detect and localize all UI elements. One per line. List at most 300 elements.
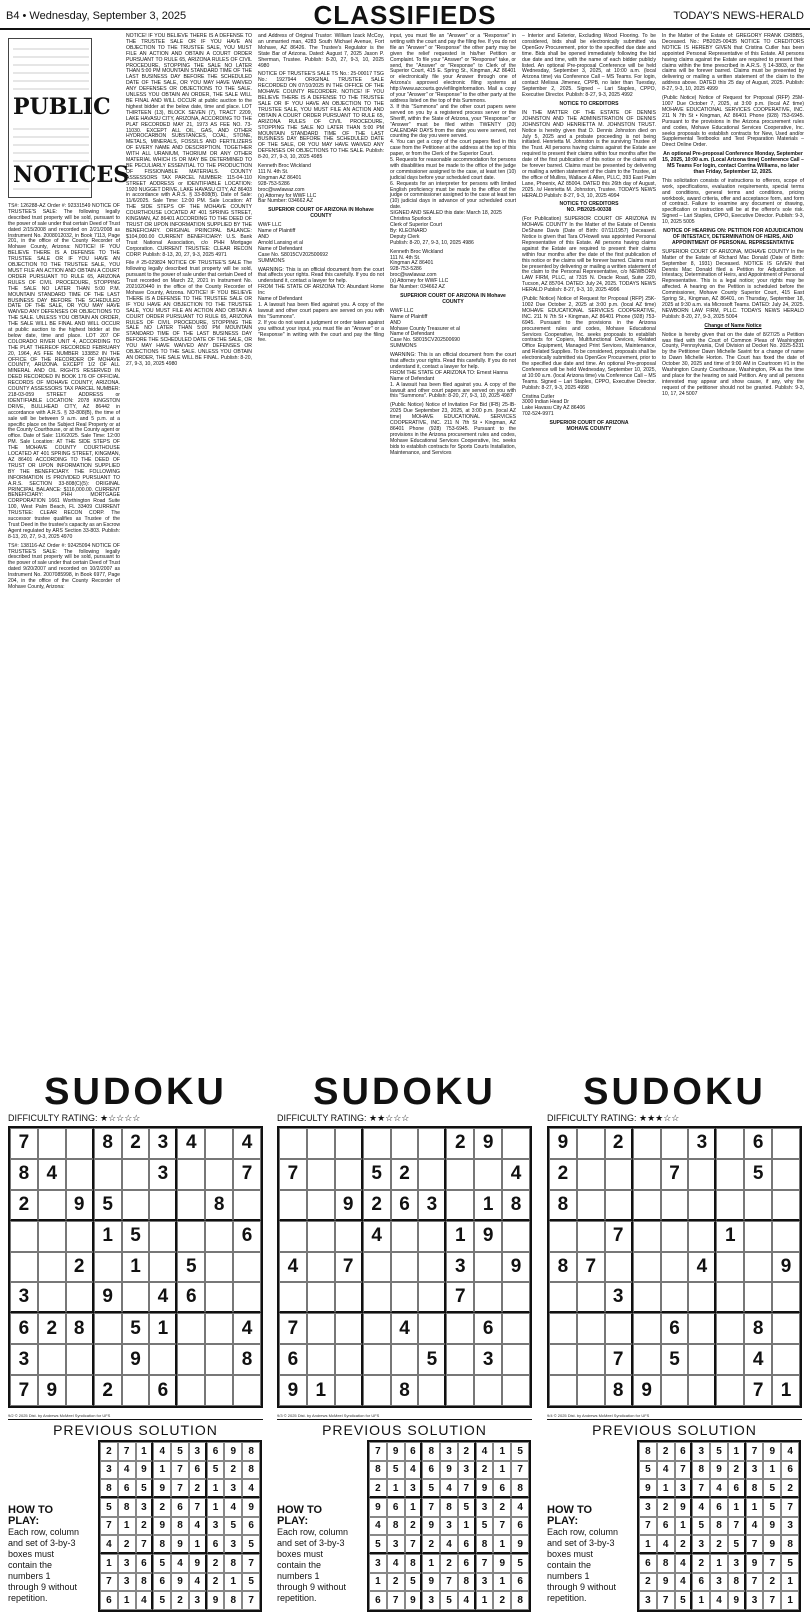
sudoku-cell [38, 1190, 66, 1221]
solution-cell: 7 [763, 1591, 781, 1610]
sudoku-cell [577, 1375, 605, 1406]
sudoku-cell [38, 1128, 66, 1159]
sudoku-cell: 7 [279, 1313, 307, 1344]
sudoku-cell: 8 [233, 1344, 261, 1375]
sudoku-cell: 8 [549, 1190, 577, 1221]
solution-cell: 9 [763, 1442, 781, 1461]
solution-cell: 7 [458, 1479, 476, 1498]
sudoku-cell [38, 1252, 66, 1283]
sudoku-cell [446, 1344, 474, 1375]
sudoku-grid [547, 1126, 802, 1408]
solution-cell: 6 [639, 1554, 657, 1573]
solution-cell: 2 [639, 1573, 657, 1592]
solution-grid [637, 1440, 801, 1612]
sudoku-cell: 2 [66, 1252, 94, 1283]
solution-cell: 9 [746, 1554, 764, 1573]
sudoku-cell [335, 1344, 363, 1375]
sudoku-cell [10, 1221, 38, 1252]
sudoku-cell: 1 [149, 1313, 177, 1344]
solution-cell: 1 [493, 1442, 511, 1461]
solution-cell: 3 [639, 1591, 657, 1610]
sudoku-cell [661, 1252, 689, 1283]
sudoku-cell: 4 [149, 1282, 177, 1313]
solution-cell: 7 [405, 1535, 423, 1554]
sudoku-cell [661, 1221, 689, 1252]
sudoku-cell: 1 [772, 1375, 800, 1406]
sudoku-cell: 6 [474, 1313, 502, 1344]
sudoku-cell: 5 [744, 1159, 772, 1190]
logo-public-word: PUBLIC [13, 94, 111, 120]
solution-cell: 6 [781, 1461, 799, 1480]
sudoku-cell [633, 1128, 661, 1159]
sudoku-cell [502, 1344, 530, 1375]
logo-notices-word: NOTICES [13, 162, 130, 188]
sudoku-cell: 1 [94, 1221, 122, 1252]
sudoku-cell: 6 [177, 1282, 205, 1313]
solution-cell: 6 [692, 1573, 710, 1592]
solution-cell: 5 [242, 1573, 260, 1592]
copyright: © 2025 Dist. by Andrews McMeel Syndication for UFS [283, 1413, 380, 1418]
sudoku-cell [446, 1159, 474, 1190]
solution-cell: 1 [746, 1498, 764, 1517]
solution-cell: 3 [100, 1461, 118, 1480]
sudoku-cell: 2 [363, 1190, 391, 1221]
solution-cell: 8 [369, 1461, 387, 1480]
sudoku-cell [688, 1375, 716, 1406]
sudoku-cell [307, 1221, 335, 1252]
solution-cell: 4 [189, 1517, 207, 1536]
solution-cell: 4 [224, 1498, 242, 1517]
sudoku-cell [688, 1221, 716, 1252]
solution-cell: 3 [207, 1517, 225, 1536]
sudoku-cell [716, 1190, 744, 1221]
sudoku-cell [549, 1375, 577, 1406]
sudoku-cell [205, 1221, 233, 1252]
how-to-play-body: Each row, column and set of 3-by-3 boxes must contain the numbers 1 through 9 without repetition. [277, 1527, 349, 1603]
sudoku-cell [94, 1313, 122, 1344]
sudoku-cell: 2 [446, 1128, 474, 1159]
solution-cell: 7 [763, 1554, 781, 1573]
sudoku-cell: 9 [502, 1252, 530, 1283]
legal-column-1 [8, 204, 120, 1064]
sudoku-cell [177, 1344, 205, 1375]
sudoku-cell: 8 [744, 1313, 772, 1344]
copyright-line [277, 1413, 532, 1418]
sudoku-cell: 8 [205, 1190, 233, 1221]
how-to-play [277, 1505, 349, 1604]
sudoku-cell [149, 1252, 177, 1283]
solution-cell: 5 [224, 1517, 242, 1536]
sudoku-cell [279, 1190, 307, 1221]
sudoku-cell: 2 [38, 1313, 66, 1344]
sudoku-cell [177, 1159, 205, 1190]
sudoku-cell [363, 1252, 391, 1283]
attorney-block: Kenneth Broc Wickland 111 N. 4th St. Kingman AZ 86401 928-753-5286 broc@wwlawaz.com (s) Attorney for WWF LLC Bar Number: 034662 AZ [258, 163, 317, 205]
solution-cell: 3 [224, 1535, 242, 1554]
how-to-play-title: HOW TO PLAY: [277, 1504, 323, 1527]
trustee-sale-notice: File # 25-029824 NOTICE OF TRUSTEE'S SALE The following legally described trust property will be sold, pursuant to the power of sale under that certain Deed of Trust recorded on March 22, 2021 in Instrument No. 2021020440 in the office of the County Recorder of Mohave County, Arizona. NOTICE! IF YOU BELIEVE THERE IS A DEFENSE TO THE TRUSTEE SALE OR IF YOU HAVE AN OBJECTION TO THE TRUSTEE SALE, YOU MUST FILE AN ACTION AND OBTAIN A COURT ORDER PURSUANT TO RULE 65, ARIZONA RULES OF CIVIL PROCEDURE, STOPPING THE SALE NO LATER THAN 5:00 PM MOUNTAIN STANDARD TIME OF THE LAST BUSINESS DAY BEFORE THE SCHEDULED DATE OF THE SALE, OR YOU MAY HAVE WAIVED ANY DEFENSES OR OBJECTIONS TO THE SALE. UNLESS YOU OBTAIN AN ORDER, THE SALE WILL BE FINAL. Publish: 8-20, 27, 9-3, 10, 2025 4980 [126, 260, 253, 367]
solution-cell: 4 [657, 1461, 675, 1480]
difficulty-rating: DIFFICULTY RATING: ★☆☆☆☆ [8, 1113, 141, 1123]
sudoku-cell [577, 1282, 605, 1313]
solution-cell: 1 [728, 1442, 746, 1461]
solution-cell: 7 [171, 1479, 189, 1498]
sudoku-cell [716, 1344, 744, 1375]
solution-cell: 2 [781, 1479, 799, 1498]
sudoku-cell [688, 1190, 716, 1221]
sudoku-cell [122, 1190, 150, 1221]
sudoku-cell [233, 1282, 261, 1313]
solution-cell: 5 [511, 1442, 529, 1461]
solution-cell: 9 [207, 1591, 225, 1610]
solution-cell: 4 [405, 1461, 423, 1480]
sudoku-cell [122, 1375, 150, 1406]
sudoku-cell: 7 [10, 1375, 38, 1406]
solution-cell: 7 [242, 1591, 260, 1610]
sudoku-cell [307, 1128, 335, 1159]
how-to-play-title: HOW TO PLAY: [8, 1504, 54, 1527]
solution-cell: 6 [171, 1498, 189, 1517]
solution-cell: 7 [511, 1461, 529, 1480]
solution-cell: 3 [476, 1573, 494, 1592]
copyright: © 2025 Dist. by Andrews McMeel Syndication for UFS [14, 1413, 111, 1418]
case-caption: WWF LLC Name of Plaintiff AND Arnold Lansing et al Name of Defendant Case No. S8015CV202500692 SUMMONS [258, 222, 328, 264]
solution-cell: 2 [493, 1591, 511, 1610]
previous-solution-title: PREVIOUS SOLUTION [547, 1419, 802, 1438]
solution-cell: 3 [675, 1479, 693, 1498]
solution-cell: 6 [387, 1498, 405, 1517]
sudoku-cell [549, 1344, 577, 1375]
sudoku-cell: 4 [363, 1221, 391, 1252]
solution-cell: 4 [387, 1554, 405, 1573]
sudoku-cell [391, 1344, 419, 1375]
solution-cell: 2 [405, 1517, 423, 1536]
sudoku-cell [772, 1344, 800, 1375]
sudoku-cell: 7 [279, 1159, 307, 1190]
sudoku-cell [94, 1159, 122, 1190]
trustee-sale-notice: TS#: 138116-AZ Order #: 92425094 NOTICE OF TRUSTEE'S SALE: The following legally described trust property will be sold, pursuant to the power of sale under that certain Deed of Trust dated 9/20/2007 and recorded on 10/2/2007 as Instrument No. 2007085998, in Book 6977, Page 204, in the office of the County Recorder of Mohave County, Arizona: [8, 542, 120, 590]
sudoku-cell: 1 [446, 1221, 474, 1252]
solution-cell: 5 [639, 1461, 657, 1480]
solution-cell: 8 [458, 1573, 476, 1592]
solution-cell: 2 [657, 1442, 675, 1461]
solution-cell: 5 [100, 1498, 118, 1517]
solution-cell: 7 [746, 1573, 764, 1592]
sudoku-cell [391, 1252, 419, 1283]
sudoku-cell [66, 1128, 94, 1159]
solution-cell: 6 [153, 1573, 171, 1592]
solution-cell: 3 [118, 1573, 136, 1592]
sudoku-cell [772, 1190, 800, 1221]
page-number-date: B4 • Wednesday, September 3, 2025 [6, 10, 187, 22]
sudoku-cell [744, 1221, 772, 1252]
solution-cell: 3 [692, 1535, 710, 1554]
sudoku-cell: 9 [772, 1252, 800, 1283]
solution-cell: 4 [440, 1479, 458, 1498]
solution-cell: 9 [728, 1591, 746, 1610]
solution-cell: 6 [100, 1591, 118, 1610]
sudoku-cell [605, 1190, 633, 1221]
sudoku-cell: 3 [10, 1282, 38, 1313]
sudoku-cell [205, 1375, 233, 1406]
solution-cell: 7 [746, 1442, 764, 1461]
solution-cell: 1 [781, 1573, 799, 1592]
solution-cell: 5 [153, 1591, 171, 1610]
sudoku-cell [66, 1344, 94, 1375]
sudoku-cell: 5 [661, 1344, 689, 1375]
solution-cell: 1 [728, 1498, 746, 1517]
solution-cell: 2 [657, 1498, 675, 1517]
solution-cell: 4 [511, 1498, 529, 1517]
sudoku-cell [205, 1159, 233, 1190]
solution-cell: 3 [692, 1442, 710, 1461]
sudoku-cell: 9 [549, 1128, 577, 1159]
solution-cell: 1 [422, 1554, 440, 1573]
case-caption: WWF LLC Name of Plaintiff AND Mohave County Treasurer et al Name of Defendant Case No. S8015CV202500690 SUMMONS [390, 307, 460, 350]
solution-cell: 4 [440, 1535, 458, 1554]
notice-heading: NOTICE TO CREDITORS [559, 100, 619, 107]
how-to-play-title: HOW TO PLAY: [547, 1504, 593, 1527]
solution-cell: 3 [710, 1573, 728, 1592]
solution-cell: 3 [746, 1461, 764, 1480]
solution-cell: 7 [136, 1535, 154, 1554]
sudoku-cell [772, 1128, 800, 1159]
legal-column-3 [258, 34, 384, 1064]
solution-cell: 8 [422, 1442, 440, 1461]
solution-cell: 5 [405, 1573, 423, 1592]
sudoku-cell [716, 1252, 744, 1283]
sudoku-cell: 3 [10, 1344, 38, 1375]
sudoku-cell: 8 [94, 1128, 122, 1159]
solution-cell: 5 [136, 1479, 154, 1498]
legal-column-4 [390, 34, 516, 1064]
solution-cell: 9 [153, 1517, 171, 1536]
sudoku-cell [418, 1221, 446, 1252]
solution-cell: 9 [189, 1554, 207, 1573]
solution-cell: 5 [476, 1517, 494, 1536]
name-change-notice: Notice is hereby given that on the date of 8/27/25 a Petition was filed with the Court of Common Pleas of Washington County, Pennsylvania, Civil Division at Docket No. 2025-5231 by the Petitioner Dawn Michelle Savint for a change of name to Dawn Michelle Horton. The Court has fixed the date of October 30, 2025 and time of 9:00 AM in Courtroom #1 in the Washington County Courthouse, Washington, PA as the time and place for the hearing on said Petition. Any and all persons interested may appear and show cause, if any, why the request of the petitioner should not be granted. Publish: 9-3, 10, 17, 24 5007 [662, 331, 804, 397]
solution-cell: 2 [422, 1535, 440, 1554]
rfp-notice: (Public Notice) Notice of Request for Proposal (RFP) 25M-1007 Due October 7, 2025, at 3:00 p.m. (local AZ time) MOHAVE EDUCATIONAL SERVICES COOPERATIVE, INC. 211 N 7th St • Kingman, AZ 86401 Phone (928) 753-6945. Pursuant to the provisions in the Arizona procurement rules and codes, Mohave Educational Services Cooperative, Inc. seeks proposals to establish contracts for New, Used and/or Supplemental Textbooks and Test Preparation Materials – Direct Online Order. [662, 95, 804, 149]
sudoku-cell [716, 1375, 744, 1406]
solution-cell: 3 [369, 1554, 387, 1573]
court-heading: SUPERIOR COURT OF ARIZONA MOHAVE COUNTY [549, 420, 629, 433]
solution-cell: 2 [387, 1573, 405, 1592]
sudoku-cell [577, 1128, 605, 1159]
sudoku-cell [716, 1313, 744, 1344]
trustee-sale-notice: NOTICE! IF YOU BELIEVE THERE IS A DEFENSE TO THE TRUSTEE SALE OR IF YOU HAVE AN OBJECTION TO THE TRUSTEE SALE, YOU MUST FILE AN ACTION AND OBTAIN A COURT ORDER PURSUANT TO RULE 65, ARIZONA RULES OF CIVIL PROCEDURE, STOPPING THE SALE NO LATER THAN 5:00 PM MOUNTAIN STANDARD TIME OF THE LAST BUSINESS DAY BEFORE THE SCHEDULED DATE OF THE SALE, OR YOU MAY HAVE WAIVED ANY DEFENSES OR OBJECTIONS TO THE SALE. UNLESS YOU OBTAIN AN ORDER, THE SALE WILL BE FINAL AND WILL OCCUR at public auction to the highest bidder at the below date, time and place. LOT THIRTEEN (13), BLOCK SEVEN (7), TRACT 2209, LAKE HAVASU CITY, ARIZONA, ACCORDING TO THE PLAT RECORDED MAY 21, 1973 AS FEE NO. 73-11030. EXCEPT ALL OIL, GAS, AND OTHER HYDROCARBON SUBSTANCES, COAL, STONE, METALS, MINERALS, FOSSILS AND FERTILIZERS OF EVERY NAME AND DESCRIPTION. TOGETHER WITH ALL URANIUM, THORIUM OR ANY OTHER MATERIAL WHICH IS OR MAY BE DETERMINED TO BE PECULIARLY ESSENTIAL TO THE PRODUCTION OF FISSIONABLE MATERIALS. COUNTY ASSESSORS TAX PARCEL NUMBER: 115-04-110 STREET ADDRESS or IDENTIFIABLE LOCATION: 1920 NUGGET DRIVE, LAKE HAVASU CITY, AZ 86403 in accordance with A.R.S. § 33-808(B). Date of Sale: 11/6/2025. Sale Time: 12:00 PM. Sale Location: AT THE SIDE STEPS OF THE MOHAVE COUNTY COURTHOUSE LOCATED AT 401 SPRING STREET, KINGMAN, AZ 86401 ACCORDING TO THE DEED OF TRUST OR UPON INFORMATION SUPPLIED BY THE BENEFICIARY. ORIGINAL PRINCIPAL BALANCE: $104,000.00 CURRENT BENEFICIARY: U.S. Bank Trust National Association, c/o PHH Mortgage Corporation. CURRENT TRUSTEE: CLEAR RECON CORP. Publish: 8-13, 20, 27, 9-3, 2025 4971 [126, 33, 252, 258]
solution-cell: 4 [710, 1479, 728, 1498]
sudoku-cell [446, 1375, 474, 1406]
solution-cell: 3 [224, 1479, 242, 1498]
sudoku-cell: 9 [633, 1375, 661, 1406]
solution-cell: 1 [118, 1591, 136, 1610]
solution-cell: 1 [153, 1461, 171, 1480]
creditors-notice: (For Publication) SUPERIOR COURT OF ARIZONA IN MOHAVE COUNTY In the Matter of the Estate of Dennis DeShane Davis (Date of Birth: 07/11/1957) Deceased. Notice is given that Tara O'Howell was appointed Personal Representative of this Estate. All persons having claims against the Estate are required to present their claims within four months after the date of the first publication of this notice or the claims will be forever barred. Claims must be presented by delivering or mailing a written statement of the claim to the Personal Representative, c/o NEWBORN LAW FIRM, PLLC, at 7315 N. Oracle Road, Suite 220, Tucson, AZ 85704. DATED: July 24, 2025. TODAYS NEWS HERALD Publish: 8-27, 9-3, 10, 2025 4996 [522, 216, 656, 294]
sudoku-cell: 6 [391, 1190, 419, 1221]
sudoku-cell [577, 1221, 605, 1252]
sudoku-cell [474, 1282, 502, 1313]
sudoku-cell: 4 [688, 1252, 716, 1283]
solution-cell: 4 [100, 1535, 118, 1554]
sudoku-cell: 6 [233, 1221, 261, 1252]
solution-cell: 4 [657, 1535, 675, 1554]
how-to-play-body: Each row, column and set of 3-by-3 boxes must contain the numbers 1 through 9 without repetition. [547, 1527, 619, 1603]
sudoku-cell [502, 1221, 530, 1252]
solution-cell: 4 [746, 1517, 764, 1536]
solution-cell: 3 [189, 1442, 207, 1461]
sudoku-cell [633, 1190, 661, 1221]
solution-cell: 6 [242, 1517, 260, 1536]
solution-cell: 4 [136, 1591, 154, 1610]
solution-cell: 5 [458, 1498, 476, 1517]
trustee-sale-notice: and Address of Original Trustor: William Izack McCoy, an unmarried man, 4283 South Michael Avenue, Fort Mohave, AZ 86426. The Trustee's Regulator is the State Bar of Arizona. Dated: August 7, 2025 Jason P. Sherman, Trustee. Publish: 8-20, 27, 9-3, 10, 2025 4980 [258, 33, 384, 69]
sudoku-cell: 8 [502, 1190, 530, 1221]
solution-cell: 4 [369, 1517, 387, 1536]
sudoku-cell [363, 1375, 391, 1406]
solution-cell: 8 [242, 1442, 260, 1461]
solution-cell: 1 [136, 1442, 154, 1461]
sudoku-cell [716, 1128, 744, 1159]
sudoku-cell: 9 [38, 1375, 66, 1406]
creditors-notice: IN THE MATTER OF THE ESTATE OF DENNIS JOHNSTON AND THE ADMINISTRATION OF DENNIS JOHNSTON AND HENRIETTA M. JOHNSTON TRUST. Notice is hereby given that D. Dennis Johnston died on July 5, 2025 and a probate proceeding is not being initiated. Henrietta M. Johnston is the surviving Trustee of the Trust. All persons having claims against the Estate are required to present their claims within four months after the date of the first publication of this notice or the claims will be forever barred. Claims must be presented by delivering or mailing a written statement of the claim to the Trustee, at the office of Mullins, Wallace & Allen, PLLC, 393 East Palm Lane, Phoenix, AZ 85004. DATED this 26th day of August, 2025. /s/ Henrietta M. Johnston, Trustee. TODAYS NEWS HERALD Publish: 8-27, 9-3, 10, 2025 4994 [522, 109, 656, 199]
previous-solution-title: PREVIOUS SOLUTION [8, 1419, 263, 1438]
sudoku-cell [418, 1128, 446, 1159]
solution-cell: 1 [657, 1479, 675, 1498]
solution-cell: 4 [675, 1573, 693, 1592]
solution-cell: 3 [476, 1498, 494, 1517]
sudoku-cell [335, 1221, 363, 1252]
sudoku-cell: 6 [744, 1128, 772, 1159]
solution-cell: 6 [493, 1479, 511, 1498]
sudoku-cell: 4 [38, 1159, 66, 1190]
solution-cell: 1 [493, 1535, 511, 1554]
solution-cell: 9 [242, 1498, 260, 1517]
sudoku-grid [8, 1126, 263, 1408]
sudoku-cell: 4 [391, 1313, 419, 1344]
trustee-sale-notice: TS#: 126288-AZ Order #: 92331549 NOTICE OF TRUSTEE'S SALE: The following legally described trust property will be sold, pursuant to the power of sale under that certain Deed of Trust dated 2/15/2008 and recorded on 2/21/2008 as Instrument No. 2008012032, in Book 7113, Page 201, in the office of the County Recorder of Mohave County, Arizona: NOTICE! IF YOU BELIEVE THERE IS A DEFENSE TO THE TRUSTEE SALE OR IF YOU HAVE AN OBJECTION TO THE TRUSTEE SALE, YOU MUST FILE AN ACTION AND OBTAIN A COURT ORDER PURSUANT TO RULE 65, ARIZONA RULES OF CIVIL PROCEDURE, STOPPING THE SALE NO LATER THAN 5:00 P.M. MOUNTAIN STANDARD TIME OF THE LAST BUSINESS DAY BEFORE THE SCHEDULED DATE OF THE SALE, OR YOU MAY HAVE WAIVED ANY DEFENSES OR OBJECTIONS TO THE SALE. UNLESS YOU OBTAIN AN ORDER, THE SALE WILL BE FINAL AND WILL OCCUR at public auction to the highest bidder at the below date, time and place. LOT 207 OF COLORADO RIVER UNIT 4, ACCORDING TO THE PLAT THEREOF RECORDED FEBRUARY 20, 1964, AS FEE NUMBER 133852 IN THE OFFICE OF THE RECORDER OF MOHAVE COUNTY, ARIZONA. EXCEPT 1/2 OF ALL MINERAL AND OIL RIGHTS RESERVED IN DEED RECORDED IN BOOK 176 OF OFFICIAL RECORDS OF MOHAVE COUNTY, ARIZONA. COUNTY ASSESSORS TAX PARCEL NUMBER: 218-03-059 STREET ADDRESS or IDENTIFIABLE LOCATION: 2078 KINGSTON DRIVE, BULLHEAD CITY, AZ 86442 in accordance with A.R.S. § 33-808(B), the time of sale will be between 9 a.m. and 5 p.m. at a specific place on the Subject Real Property or at the County Courthouse, or at the County agent or office. Date of Sale: 11/6/2025. Sale Time: 12:00 PM. Sale Location: AT THE SIDE STEPS OF THE MOHAVE COUNTY COURTHOUSE LOCATED AT 401 SPRING STREET, KINGMAN, AZ 86401 ACCORDING TO THE DEED OF TRUST OR UPON INFORMATION SUPPLIED BY THE BENEFICIARY. THE FOLLOWING INFORMATION IS PROVIDED PURSUANT TO A.R.S. SECTION 33-808(C)(5): ORIGINAL PRINCIPAL BALANCE: $116,000.00. CURRENT BENEFICIARY: PHH MORTGAGE CORPORATION 1661 Worthington Road Suite 100, West Palm Beach, FL 33409 CURRENT TRUSTEE: CLEAR RECON CORP. The successor trustee qualifies as Trustee of the Trust Deed in the trustee's capacity as an Escrow Agent regulated by ARS Section 33-803. Publish: 8-13, 20, 27, 9-3, 2025 4970 [8, 203, 120, 540]
solution-cell: 2 [171, 1591, 189, 1610]
sudoku-cell [205, 1128, 233, 1159]
solution-cell: 7 [657, 1591, 675, 1610]
solution-cell: 2 [136, 1517, 154, 1536]
solution-cell: 7 [746, 1535, 764, 1554]
sudoku-cell [363, 1344, 391, 1375]
solution-cell: 2 [675, 1535, 693, 1554]
solution-cell: 1 [207, 1498, 225, 1517]
solution-cell: 2 [710, 1535, 728, 1554]
sudoku-cell [66, 1221, 94, 1252]
sudoku-title: SUDOKU [583, 1071, 766, 1113]
solution-cell: 7 [639, 1517, 657, 1536]
section-title: CLASSIFIEDS [313, 0, 497, 30]
sudoku-cell [307, 1159, 335, 1190]
puzzle-date: 9/2 [8, 1413, 14, 1418]
sudoku-cell [549, 1313, 577, 1344]
solution-cell: 7 [781, 1498, 799, 1517]
solution-cell: 7 [100, 1573, 118, 1592]
how-to-play-body: Each row, column and set of 3-by-3 boxes must contain the numbers 1 through 9 without repetition. [8, 1527, 80, 1603]
solution-cell: 2 [692, 1554, 710, 1573]
attorney-block: Kenneth Broc Wickland 111 N. 4th St. Kingman AZ 86401 928-753-5286 broc@wwlawaz.com (s) Attorney for WWF LLC Bar Number: 034662 AZ [390, 248, 449, 291]
solution-cell: 9 [657, 1573, 675, 1592]
sudoku-cell [605, 1313, 633, 1344]
sudoku-cell [94, 1344, 122, 1375]
solution-cell: 1 [369, 1573, 387, 1592]
solution-cell: 9 [440, 1461, 458, 1480]
solution-cell: 4 [242, 1479, 260, 1498]
sudoku-cell: 7 [10, 1128, 38, 1159]
sudoku-cell: 6 [661, 1313, 689, 1344]
sudoku-cell [633, 1313, 661, 1344]
sudoku-cell [335, 1282, 363, 1313]
sudoku-cell [605, 1159, 633, 1190]
solution-cell: 5 [710, 1442, 728, 1461]
creditors-notice: In the Matter of the Estate of: GREGORY FRANK CRIBBS, Deceased. No.: PB2025-00435 NOTICE TO CREDITORS NOTICE IS HEREBY GIVEN that Cristina Cutler has been appointed Personal Representative of this Estate. All persons having claims against the Estate are required to present their claims within the time prescribed in A.R.S. § 14-3803, or the claims will be forever barred. Claims must be presented by delivering or mailing a written statement of the claim to the address above. DATED this 25 day of August, 2025. Publish: 8-27, 9-3, 10, 2025 4999 [662, 33, 804, 93]
solution-cell: 6 [136, 1554, 154, 1573]
solution-cell: 9 [476, 1479, 494, 1498]
solution-cell: 4 [675, 1554, 693, 1573]
hearing-notice: SUPERIOR COURT OF ARIZONA, MOHAVE COUNTY In the Matter of the Estate of Richard Mac Donald (Date of Birth: September 8, 1931) Deceased. NOTICE IS GIVEN that Dennis Mac Donald filed a Petition for Adjudication of Intestacy, Determination of Heirs, and Appointment of Personal Representative. This is a legal notice; your rights may be affected. A hearing on the Petition is scheduled before the Commissioner, Mohave County Superior Court, 415 East Spring St., Kingman, AZ 86401, on Thursday, September 18, 2025 at 9:30 a.m. via Microsoft Teams. DATED: July 24, 2025. NEWBORN LAW FIRM, PLLC. TODAYS NEWS HERALD Publish: 8-20, 27, 9-3, 2025 5004 [662, 248, 804, 320]
sudoku-cell [363, 1313, 391, 1344]
sudoku-cell: 5 [94, 1190, 122, 1221]
sudoku-cell: 8 [10, 1159, 38, 1190]
sudoku-cell [549, 1221, 577, 1252]
solution-cell: 5 [781, 1554, 799, 1573]
solution-cell: 1 [189, 1535, 207, 1554]
solution-cell: 1 [100, 1554, 118, 1573]
solution-cell: 5 [728, 1535, 746, 1554]
legal-column-5 [522, 34, 656, 1064]
solution-cell: 1 [763, 1461, 781, 1480]
sudoku-cell: 3 [605, 1282, 633, 1313]
copyright: © 2025 Dist. by Andrews McMeel Syndication for UFS [553, 1413, 650, 1418]
sudoku-cell: 4 [279, 1252, 307, 1283]
sudoku-title: SUDOKU [44, 1071, 227, 1113]
sudoku-cell [307, 1344, 335, 1375]
sudoku-cell: 5 [122, 1221, 150, 1252]
sudoku-cell: 3 [149, 1159, 177, 1190]
copyright-line [547, 1413, 802, 1418]
publication-name: TODAY'S NEWS-HERALD [673, 10, 804, 22]
trustee-sale-notice: NOTICE OF TRUSTEE'S SALE TS No.: 25-00017 TSG No.: 1927944 ORIGINAL TRUSTEE SALE RECORDED ON 07/10/2025 IN THE OFFICE OF THE MOHAVE COUNTY RECORDER. NOTICE! IF YOU BELIEVE THERE IS A DEFENSE TO THE TRUSTEE SALE OR IF YOU HAVE AN OBJECTION TO THE TRUSTEE SALE, YOU MUST FILE AN ACTION AND OBTAIN A COURT ORDER PURSUANT TO RULE 65, ARIZONA RULES OF CIVIL PROCEDURE, STOPPING THE SALE NO LATER THAN 5:00 PM MOUNTAIN STANDARD TIME OF THE LAST BUSINESS DAY BEFORE THE SCHEDULED DATE OF THE SALE, OR YOU MAY HAVE WAIVED ANY DEFENSES OR OBJECTIONS TO THE SALE. Publish: 8-20, 27, 9-3, 10, 2025 4985 [258, 71, 384, 161]
difficulty-rating: DIFFICULTY RATING: ★★★☆☆ [547, 1113, 680, 1123]
solution-cell: 1 [458, 1517, 476, 1536]
sudoku-cell [688, 1313, 716, 1344]
solution-cell: 6 [189, 1461, 207, 1480]
solution-cell: 9 [511, 1535, 529, 1554]
solution-cell: 3 [422, 1591, 440, 1610]
sudoku-cell: 5 [177, 1252, 205, 1283]
solution-grid [367, 1440, 531, 1612]
sudoku-cell [577, 1313, 605, 1344]
sudoku-cell [335, 1313, 363, 1344]
sudoku-cell: 6 [10, 1313, 38, 1344]
solution-cell: 7 [387, 1591, 405, 1610]
sudoku-cell [335, 1128, 363, 1159]
sudoku-cell [716, 1282, 744, 1313]
copyright-line [8, 1413, 263, 1418]
sudoku-cell [577, 1344, 605, 1375]
sudoku-cell: 2 [391, 1159, 419, 1190]
how-to-play [8, 1505, 80, 1604]
sudoku-cell [279, 1282, 307, 1313]
sudoku-cell [688, 1344, 716, 1375]
solution-cell: 9 [422, 1517, 440, 1536]
solution-cell: 6 [405, 1442, 423, 1461]
court-heading: SUPERIOR COURT OF ARIZONA IN Mohave COUNTY [400, 292, 506, 305]
solution-cell: 2 [458, 1442, 476, 1461]
